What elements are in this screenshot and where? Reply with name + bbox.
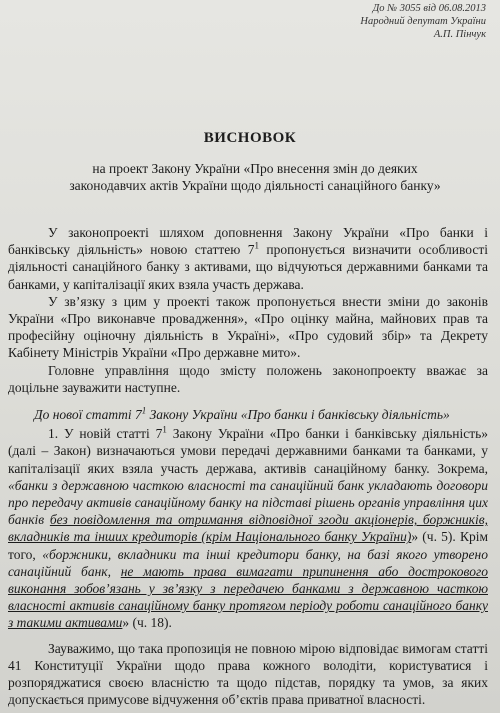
quote-part-18: «боржники, вкладники та інші кредитори банку, на базі якого утворено санаційний банк,: [8, 546, 488, 579]
registration-number: До № 3055 від 06.08.2013: [372, 3, 486, 14]
paragraph-5: Зауважимо, що така пропозиція не повною мірою відповідає вимогам статті 41 Конституції України щодо права кожного володіти, користуватися і розпоряджатися своєю власністю та щодо підстав, порядку та умов, за яких допускається примусове відчуження об’єктів права приватної власності.: [8, 640, 488, 708]
paragraph-2: У зв’язку з цим у проекті також пропонується внести зміни до законів України «Про виконавче провадження», «Про оцінку майна, майнових прав та професійну оціночну діяльність в Україні», «Про судовий збір» та Декрету Кабінету Міністрів України «Про державне мито».: [8, 293, 488, 361]
registration-stamp: [360, 2, 486, 41]
quote-part-18-underlined: не мають права вимагати припинення або дострокового виконання зобов’язань у зв’язку з передачею банками з державною часткою власності активів санаційному банку протягом періоду роботи санаційного банку з такими активами: [8, 563, 488, 631]
author-position: Народний депутат України: [360, 16, 486, 27]
document-subtitle: на проект Закону України «Про внесення змін до деяких законодавчих актів України щодо діяльності санаційного банку»: [69, 161, 441, 193]
section-heading: До нової статті $7^1$ Закону України «Про банки і банківську діяльність»: [34, 405, 450, 423]
quote-part-5-underlined: без повідомлення та отримання відповідної згоди акціонерів, боржників, вкладників та інших кредиторів (крім Національного банку України): [8, 512, 488, 545]
author-name: А.П. Пінчук: [433, 29, 486, 40]
quote-part-5: «банки з державною часткою власності та санаційний банк укладають договори про передачу активів санаційному банку на підставі рішень органів управління цих банків: [8, 477, 488, 528]
paragraph-3: Головне управління щодо змісту положень законопроекту вважає за доцільне зауважити наступне.: [8, 362, 488, 395]
paragraph-1: У законопроекті шляхом доповнення Закону України «Про банки і банківську діяльність» новою статтею $7^1$ пропонується визначити особливості діяльності санаційного банку з активами, що відчуються державними банками та банками, у капіталізації яких взяла участь держава.: [8, 225, 488, 292]
document-title: ВИСНОВОК: [203, 130, 297, 146]
document-body: [8, 224, 488, 708]
paragraph-4: 1. У новій статті $7^1$ Закону України «Про банки і банківську діяльність» (далі – Закон) визначаються умови передачі державними банками та банками, у капіталізації яких взяла участь держава, активів санаційному банку. Зокрема, «банки з державною часткою власності та санаційний банк укладають договори про передачу активів санаційному банку на підставі рішень органів управління цих банків без повідомлення та отримання відповідної згоди акціонерів, боржників, вкладників та інших кредиторів (крім Національного банку України)» (ч. 5). Крім того, «боржники, вкладники та інші кредитори банку, на базі якого утворено санаційний банк, не мають права вимагати припинення або дострокового виконання зобов’язань у зв’язку з передачею банками з державною часткою власності активів санаційному банку протягом періоду роботи санаційного банку з такими активами» (ч. 18).: [8, 424, 489, 631]
